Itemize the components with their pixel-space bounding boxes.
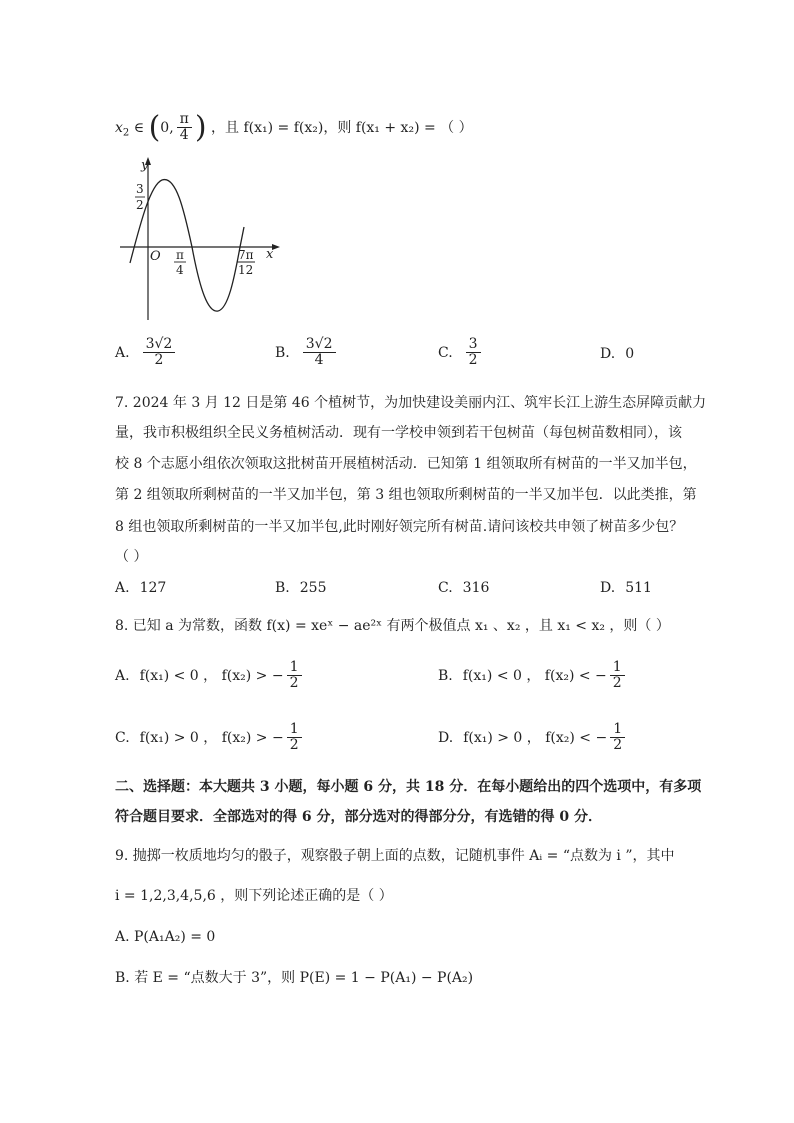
q6-interval-frac: $\frac{\pi}{4}$ <box>177 112 192 144</box>
q6-in-symbol: ∈ <box>133 119 145 136</box>
q7-line-2: 量，我市积极组织全民义务植树活动．现有一学校申领到若干包树苗（每包树苗数相同），该 <box>115 425 682 441</box>
q7-option-a[interactable]: A. 127 <box>115 580 167 596</box>
x-tick2-denominator: 12 <box>238 263 254 277</box>
q6-x-var: x <box>115 119 123 136</box>
y-axis-label: y <box>141 158 149 173</box>
q7-option-b[interactable]: B. 255 <box>275 580 327 596</box>
sine-curve <box>130 180 244 312</box>
q6-condition: ，且 f(x₁) = f(x₂)，则 f(x₁ + x₂) = （ ） <box>211 119 473 136</box>
q7-line-5: 8 组也领取所剩树苗的一半又加半包,此时刚好领完所有树苗.请问该校共申领了树苗多少包？ <box>115 519 684 535</box>
q7-option-c[interactable]: C. 316 <box>438 580 490 596</box>
origin-label: O <box>150 249 161 264</box>
q6-paren-close: ) <box>194 109 207 145</box>
x-tick1-numerator: π <box>176 248 184 262</box>
q6-option-d[interactable]: D. 0 <box>600 346 635 362</box>
x-axis-label: x <box>266 247 274 262</box>
q6-stem <box>115 109 473 148</box>
q7-line-4: 第 2 组领取所剩树苗的一半又加半包，第 3 组也领取所剩树苗的一半又加半包．以此类推，第 <box>115 487 697 503</box>
q8-option-c[interactable]: C. f(x₁) > 0 ， f(x₂) > − $\frac{1}{2}$ <box>115 722 305 754</box>
q7-line-1: 7. 2024 年 3 月 12 日是第 46 个植树节，为加快建设美丽内江、筑牢长江上游生态屏障贡献力 <box>115 395 707 411</box>
x-tick1-denominator: 4 <box>176 263 184 277</box>
section-2-heading-line-1: 二、选择题：本大题共 3 小题，每小题 6 分，共 18 分．在每小题给出的四个选项中，有多项 <box>115 779 702 795</box>
q6-paren-open: ( <box>148 109 161 145</box>
x-tick2-numerator: 7π <box>238 248 254 262</box>
y-tick-denominator: 2 <box>136 198 144 212</box>
q6-interval-left: 0, <box>160 119 174 136</box>
q9-option-b[interactable]: B. 若 E = “点数大于 3”，则 P(E) = 1 − P(A₁) − P(A₂) <box>115 970 474 986</box>
q9-line-2: i = 1,2,3,4,5,6 ，则下列论述正确的是（ ） <box>115 888 393 904</box>
section-2-heading-line-2: 符合题目要求．全部选对的得 6 分，部分选对的得部分分，有选错的得 0 分． <box>115 809 602 825</box>
q8-option-a[interactable]: A. f(x₁) < 0 ， f(x₂) > − $\frac{1}{2}$ <box>115 660 305 692</box>
y-tick-numerator: 3 <box>136 182 144 196</box>
q7-option-d[interactable]: D. 511 <box>600 580 652 596</box>
q6-sine-graph <box>110 155 290 325</box>
q8-stem: 8. 已知 a 为常数，函数 f(x) = xeˣ − ae²ˣ 有两个极值点 x₁ 、x₂ ，且 x₁ < x₂ ，则（ ） <box>115 618 670 634</box>
q6-x-sub: 2 <box>122 127 130 139</box>
q8-option-b[interactable]: B. f(x₁) < 0 ， f(x₂) < − $\frac{1}{2}$ <box>438 660 628 692</box>
q7-line-3: 校 8 个志愿小组依次领取这批树苗开展植树活动．已知第 1 组领取所有树苗的一半又加半包， <box>115 456 697 472</box>
q9-option-a[interactable]: A. P(A₁A₂) = 0 <box>115 929 216 945</box>
q6-option-c[interactable]: C. $\frac{3}{2}$ <box>438 337 484 369</box>
q6-option-b[interactable]: B. $\frac{3√2}{4}$ <box>275 337 339 369</box>
q6-option-a[interactable]: A. $\frac{3√2}{2}$ <box>115 337 178 369</box>
q9-line-1: 9. 抛掷一枚质地均匀的骰子，观察骰子朝上面的点数，记随机事件 Aᵢ = “点数为 i ”，其中 <box>115 848 675 864</box>
q7-line-6: （ ） <box>115 549 148 565</box>
q8-option-d[interactable]: D. f(x₁) > 0 ， f(x₂) < − $\frac{1}{2}$ <box>438 722 628 754</box>
